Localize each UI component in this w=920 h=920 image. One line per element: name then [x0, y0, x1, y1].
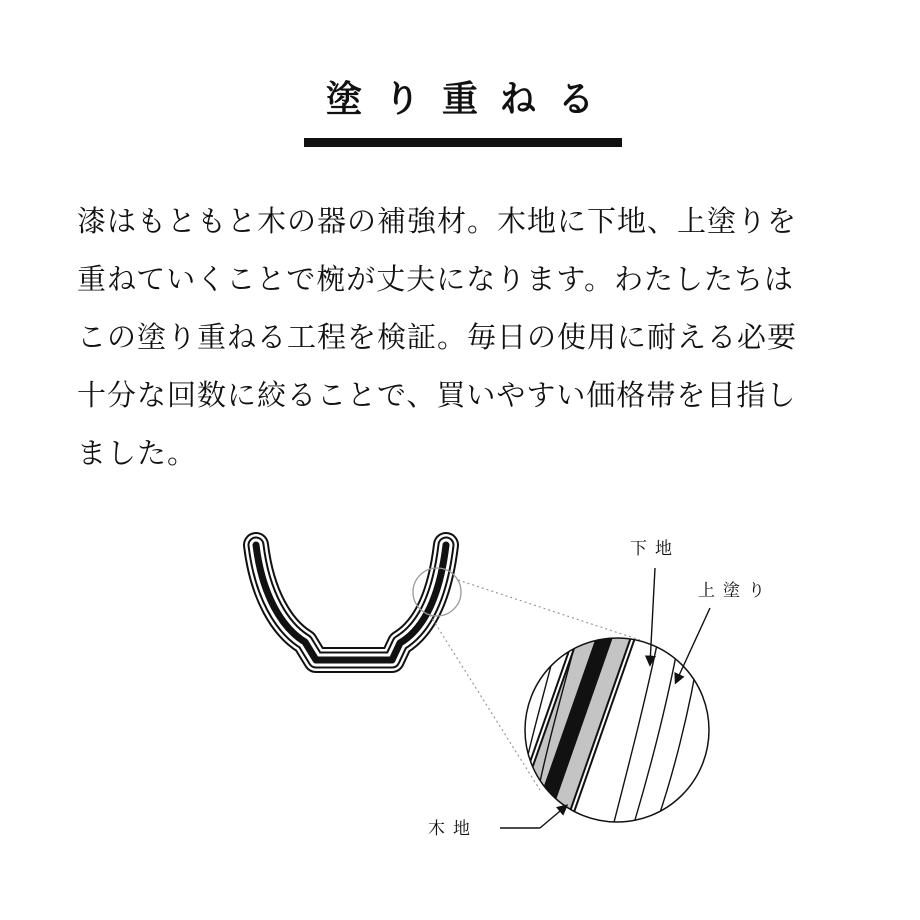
body-line: 漆はもともと木の器の補強材。木地に下地、上塗りを	[77, 204, 798, 238]
page-title: 塗り重ねる	[325, 79, 616, 120]
leader-kiji-arrow	[540, 806, 566, 828]
label-uwanuri: 上塗り	[698, 581, 773, 601]
body-line: ました。	[77, 436, 198, 470]
body-line: 重ねていくことで椀が丈夫になります。わたしたちは	[77, 262, 794, 296]
body-line: 十分な回数に絞ることで、買いやすい価格帯を目指し	[77, 378, 797, 412]
label-kiji: 木地	[428, 819, 478, 839]
bowl-cross-section	[256, 545, 446, 660]
label-shitaji: 下地	[630, 539, 680, 559]
magnified-layers	[518, 625, 709, 830]
leader-uwanuri	[676, 608, 710, 682]
body-line: この塗り重ねる工程を検証。毎日の使用に耐える必要	[77, 320, 798, 354]
